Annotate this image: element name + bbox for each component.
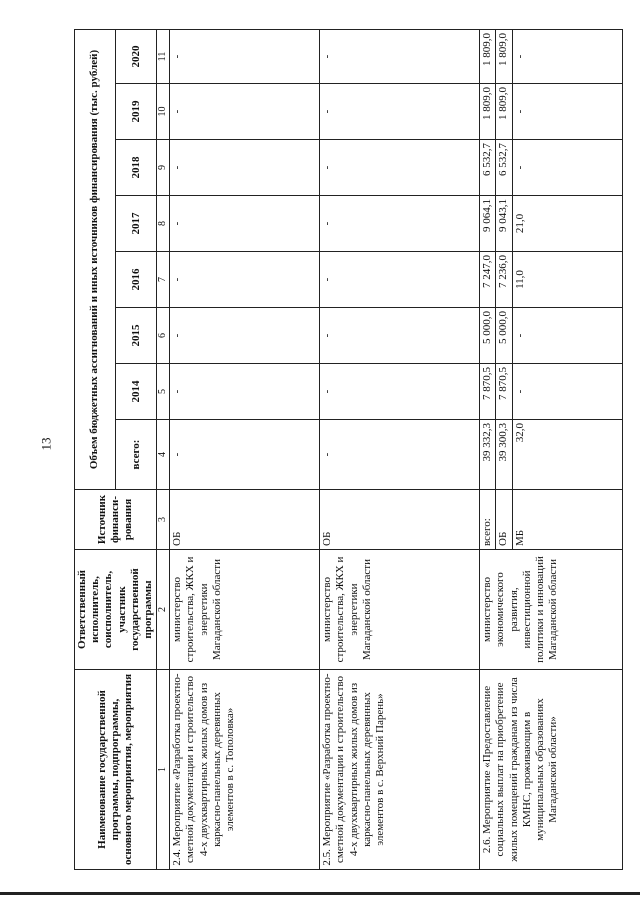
value-cell: 7 870,5 (480, 364, 496, 420)
value-cell: - (512, 364, 622, 420)
measure-name: 2.6. Мероприятие «Предоставление социальных выплат на приобретение жилых помещений гражданам из числа КМНС, проживающим в муниципальных образованиях Магаданской области» (480, 670, 622, 870)
measure-executor: министерство экономического развития, инвестиционной политики и инноваций Магаданской области (480, 550, 622, 670)
value-cell: 7 870,5 (496, 364, 512, 420)
financing-table-wrapper (74, 30, 640, 870)
header-year: 2018 (116, 140, 157, 196)
source-cell: ОБ (170, 490, 320, 550)
measure-executor: министерство строительства, ЖКХ и энергетики Магаданской области (320, 550, 480, 670)
value-cell: - (170, 140, 320, 196)
column-number: 11 (157, 29, 170, 83)
value-cell: 1 809,0 (496, 84, 512, 140)
value-cell: - (170, 196, 320, 252)
source-cell: всего: (480, 490, 496, 550)
value-cell: - (170, 252, 320, 308)
value-cell: - (512, 140, 622, 196)
value-cell: - (320, 84, 480, 140)
value-cell: - (512, 308, 622, 364)
measure-name: 2.5. Мероприятие «Разработка проектно-сметной документации и строительство 4-х двухквартирных жилых домов из каркасно-панельных деревянных элементов в с. Верхний Парень» (320, 670, 480, 870)
header-executor: Ответственный исполнитель, соисполнитель, участник государственной программы (75, 550, 157, 670)
value-cell: - (170, 84, 320, 140)
value-cell: - (170, 420, 320, 490)
value-cell: - (170, 364, 320, 420)
value-cell: 11,0 (512, 252, 622, 308)
column-number: 3 (157, 490, 170, 550)
column-numbers-row (157, 29, 170, 869)
value-cell: 39 300,3 (496, 420, 512, 490)
table-row (320, 29, 480, 869)
column-number: 9 (157, 140, 170, 196)
measure-name: 2.4. Мероприятие «Разработка проектно-сметной документации и строительство 4-х двухквартирных жилых домов из каркасно-панельных деревянных элементов в с. Тополовка» (170, 670, 320, 870)
column-number: 6 (157, 308, 170, 364)
value-cell: 9 064,1 (480, 196, 496, 252)
value-cell: - (320, 252, 480, 308)
value-cell: - (320, 308, 480, 364)
value-cell: - (320, 140, 480, 196)
column-number: 5 (157, 364, 170, 420)
value-cell: 21,0 (512, 196, 622, 252)
source-cell: ОБ (496, 490, 512, 550)
table-row (170, 29, 320, 869)
value-cell: - (512, 84, 622, 140)
value-cell: - (170, 308, 320, 364)
source-cell: ОБ (320, 490, 480, 550)
value-cell: 1 809,0 (480, 84, 496, 140)
header-total: всего: (116, 420, 157, 490)
source-cell: МБ (512, 490, 622, 550)
column-number: 2 (157, 550, 170, 670)
value-cell: 7 247,0 (480, 252, 496, 308)
value-cell: 6 532,7 (480, 140, 496, 196)
value-cell: 6 532,7 (496, 140, 512, 196)
header-year: 2014 (116, 364, 157, 420)
value-cell: 9 043,1 (496, 196, 512, 252)
value-cell: - (320, 364, 480, 420)
value-cell: - (512, 29, 622, 83)
page-bottom-rule (0, 892, 640, 895)
column-number: 8 (157, 196, 170, 252)
value-cell: - (320, 196, 480, 252)
value-cell: 5 000,0 (496, 308, 512, 364)
header-year: 2017 (116, 196, 157, 252)
value-cell: 32,0 (512, 420, 622, 490)
header-year: 2016 (116, 252, 157, 308)
value-cell: - (320, 420, 480, 490)
column-number: 4 (157, 420, 170, 490)
value-cell: 5 000,0 (480, 308, 496, 364)
financing-table (74, 29, 623, 870)
value-cell: 39 332,3 (480, 420, 496, 490)
table-row (480, 29, 496, 869)
value-cell: 7 236,0 (496, 252, 512, 308)
column-number: 1 (157, 670, 170, 870)
value-cell: - (320, 29, 480, 83)
header-year: 2020 (116, 29, 157, 83)
header-name: Наименование государственной программы, подпрограммы, основного мероприятия, мероприятия (75, 670, 157, 870)
header-funding: Объем бюджетных ассигнований и иных источников финансирования (тыс. рублей) (75, 29, 116, 489)
page-number: 13 (38, 437, 54, 451)
header-source: Источник финанси-рования (75, 490, 157, 550)
value-cell: 1 809,0 (480, 29, 496, 83)
header-year: 2015 (116, 308, 157, 364)
column-number: 10 (157, 84, 170, 140)
value-cell: - (170, 29, 320, 83)
measure-executor: министерство строительства, ЖКХ и энергетики Магаданской области (170, 550, 320, 670)
header-year: 2019 (116, 84, 157, 140)
value-cell: 1 809,0 (496, 29, 512, 83)
column-number: 7 (157, 252, 170, 308)
